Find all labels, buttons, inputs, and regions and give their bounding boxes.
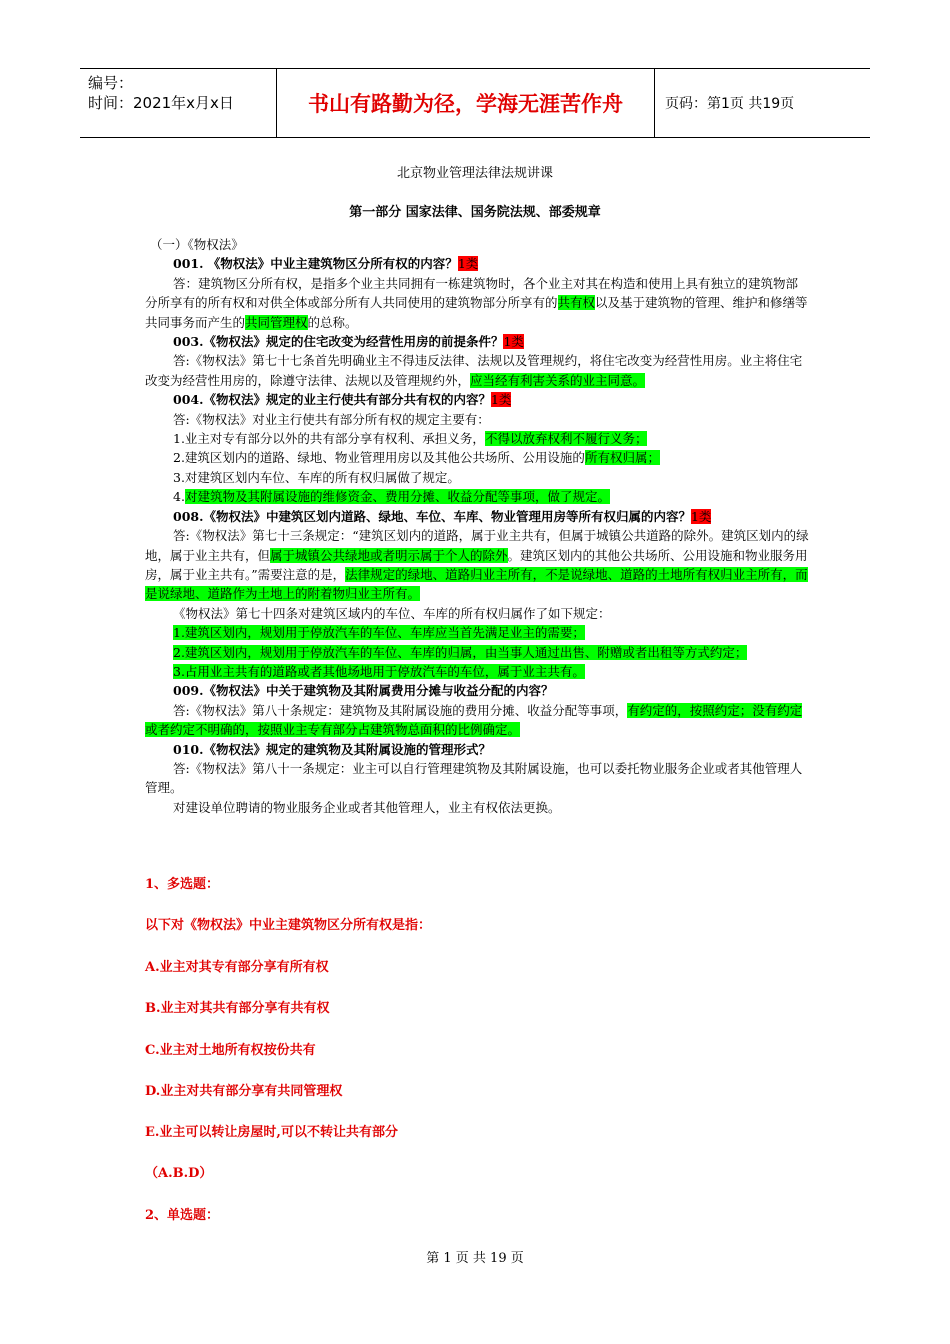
highlighted-text: 应当经有利害关系的业主同意。 (470, 372, 646, 388)
question-line (145, 390, 810, 409)
answer-paragraph (145, 662, 810, 681)
category-tag: 1类 (690, 508, 712, 524)
answer-text: 答:《物权法》第八十条规定：建筑物及其附属设施的费用分摊、收益分配等事项， (173, 702, 628, 718)
answer-text: 3.对建筑区划内车位、车库的所有权归属做了规定。 (173, 469, 460, 485)
answer-paragraph (145, 604, 810, 623)
answer-text: 答:《物权法》第七十七条首先明确业主不得违反法律、法规以及管理规约，将住宅改变为经营性用房。业主将住宅改变为经营性用房的，除遵守法律、法规以及管理规约外， (145, 353, 803, 388)
question-text: 009.《物权法》中关于建筑物及其附属费用分摊与收益分配的内容？ (173, 683, 554, 699)
answer-text: 答:《物权法》第七十三条规定：“建筑区划内的道路，属于业主共有，但属于城镇公共道路的除外。建筑区划内的绿地，属于业主共有，但 (145, 528, 809, 563)
answer-paragraph (145, 798, 810, 817)
category-tag: 1类 (490, 392, 512, 408)
question-text: 001. 《物权法》中业主建筑物区分所有权的内容？ (173, 256, 458, 272)
question-text: 003.《物权法》规定的住宅改变为经营性用房的前提条件？ (173, 334, 504, 350)
question-line (145, 740, 810, 759)
quiz-q2-type: 2、单选题： (145, 1208, 220, 1223)
highlighted-text: 对建筑物及其附属设施的维修资金、费用分摊、收益分配等事项，做了规定。 (184, 489, 610, 505)
answer-text: 《物权法》第七十四条对建筑区域内的车位、车库的所有权归属作了如下规定： (173, 605, 611, 621)
highlighted-text: 2.建筑区划内，规划用于停放汽车的车位、车库的归属，由当事人通过出售、附赠或者出租等方式约定； (173, 644, 748, 660)
answer-paragraph (145, 643, 810, 662)
header-page-info: 页码：第1页 共19页 (665, 96, 795, 112)
page-footer: 第 1 页 共 19 页 (426, 1251, 524, 1266)
question-line (145, 681, 810, 700)
page-header (80, 68, 870, 138)
quiz-q1-stem: 以下对《物权法》中业主建筑物区分所有权是指： (145, 918, 432, 933)
answer-paragraph (145, 623, 810, 642)
highlighted-text: 有约定的，按照约定；没有约定或者约定不明确的，按照业主专有部分占建筑物总面积的比例确定。 (145, 702, 803, 738)
answer-paragraph (145, 429, 810, 448)
quiz-answer: （A.B.D） (145, 1166, 213, 1181)
highlighted-text: 共同管理权 (245, 314, 308, 330)
quiz-q1-type: 1、多选题： (145, 877, 220, 892)
quiz-option-a: A.业主对其专有部分享有所有权 (145, 960, 329, 975)
highlighted-text: 共有权 (557, 295, 596, 311)
answer-paragraph (145, 526, 810, 604)
answer-paragraph (145, 351, 810, 390)
question-text: 004.《物权法》规定的业主行使共有部分共有权的内容？ (173, 392, 491, 408)
answer-paragraph (145, 701, 810, 740)
quiz-option-b: B.业主对其共有部分享有共有权 (145, 1001, 330, 1016)
answer-paragraph (145, 448, 810, 467)
answer-text: 答:《物权法》第八十一条规定：业主可以自行管理建筑物及其附属设施，也可以委托物业服务企业或者其他管理人管理。 (145, 760, 803, 796)
doc-title: 北京物业管理法律法规讲课 (396, 166, 553, 181)
question-text: 008.《物权法》中建筑区划内道路、绿地、车位、车库、物业管理用房等所有权归属的内容？ (173, 508, 691, 524)
answer-text: 2.建筑区划内的道路、绿地、物业管理用房以及其他公共场所、公用设施的 (173, 450, 585, 466)
time-label: 时间：2021年x月x日 (88, 94, 234, 112)
doc-part-title: 第一部分 国家法律、国务院法规、部委规章 (349, 205, 601, 220)
answer-paragraph (145, 468, 810, 487)
answer-text: 对建设单位聘请的物业服务企业或者其他管理人，业主有权依法更换。 (173, 799, 561, 815)
answer-text: 答:《物权法》对业主行使共有部分所有权的规定主要有： (173, 411, 490, 427)
answer-text: 4. (173, 489, 185, 505)
header-meta (80, 69, 277, 137)
answer-paragraph (145, 487, 810, 506)
category-tag: 1类 (457, 256, 479, 272)
highlighted-text: 法律规定的绿地、道路归业主所有，不是说绿地、道路的土地所有权归业主所有，而是说绿地、道路作为土地上的附着物归业主所有。 (145, 566, 808, 602)
question-line (145, 254, 810, 273)
quiz-option-d: D.业主对共有部分享有共同管理权 (145, 1084, 343, 1099)
answer-text: 的总称。 (307, 314, 358, 330)
doc-body (145, 235, 810, 817)
answer-text: 答：建筑物区分所有权，是指多个业主共同拥有一栋建筑物时，各个业主对其在构造和使用上具有独立的建筑物部分所享有的所有权和对供全体或部分所有人共同使用的建筑物部分所享有的 (145, 275, 799, 311)
quiz-option-c: C.业主对土地所有权按份共有 (145, 1043, 316, 1058)
question-line (145, 332, 810, 351)
answer-text: 以及基于建筑物的管理、维护和修缮等共同事务而产生的 (145, 295, 808, 330)
question-line (145, 507, 810, 526)
number-label: 编号： (88, 74, 134, 92)
answer-paragraph (145, 759, 810, 798)
highlighted-text: 3.占用业主共有的道路或者其他场地用于停放汽车的车位，属于业主共有。 (173, 663, 585, 679)
quiz-option-e: E.业主可以转让房屋时,可以不转让共有部分 (145, 1125, 398, 1140)
answer-text: 1.业主对专有部分以外的共有部分享有权利、承担义务， (173, 431, 485, 447)
question-text: 010.《物权法》规定的建筑物及其附属设施的管理形式？ (173, 741, 491, 757)
section-heading: （一）《物权法》 (150, 237, 244, 252)
highlighted-text: 属于城镇公共绿地或者明示属于个人的除外 (270, 547, 508, 563)
highlighted-text: 不得以放弃权利不履行义务； (484, 431, 648, 447)
category-tag: 1类 (503, 334, 524, 350)
highlighted-text: 1.建筑区划内，规划用于停放汽车的车位、车库应当首先满足业主的需要； (173, 625, 585, 641)
answer-text: 。建筑区划内的其他公共场所、公用设施和物业服务用房，属于业主共有。”需要注意的是， (145, 547, 808, 582)
answer-paragraph (145, 410, 810, 429)
highlighted-text: 所有权归属； (584, 450, 660, 466)
header-motto: 书山有路勤为径，学海无涯苦作舟 (277, 69, 655, 137)
paragraph-list (145, 254, 810, 817)
answer-paragraph (145, 274, 810, 332)
